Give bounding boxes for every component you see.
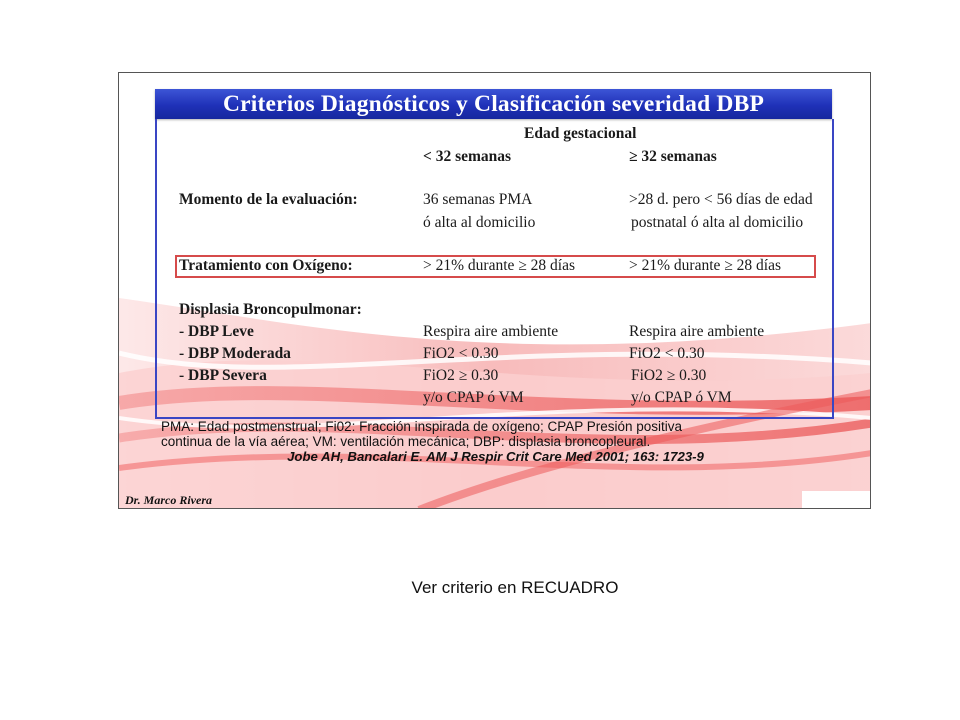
row-severa-label: - DBP Severa (179, 367, 267, 384)
row-moderada-label: - DBP Moderada (179, 345, 291, 362)
row-momento-label: Momento de la evaluación: (179, 191, 358, 208)
caption: Ver criterio en RECUADRO (411, 578, 619, 597)
row-leve-col1: Respira aire ambiente (423, 323, 559, 340)
author-name: Dr. Marco Rivera (125, 493, 212, 507)
row-tratamiento-col2: > 21% durante ≥ 28 días (629, 257, 781, 274)
row-moderada-col2: FiO2 < 0.30 (629, 345, 705, 362)
citation: Jobe AH, Bancalari E. AM J Respir Crit Care Med 2001; 163: 1723-9 (287, 449, 704, 464)
header-col1: < 32 semanas (423, 148, 512, 165)
row-leve-label: - DBP Leve (179, 323, 254, 340)
footnote-line1: PMA: Edad postmenstrual; Fi02: Fracción inspirada de oxígeno; CPAP Presión positiva (161, 419, 683, 434)
row-momento-col1-line2: ó alta al domicilio (423, 214, 536, 231)
row-severa-col2: FiO2 ≥ 0.30 (631, 367, 707, 384)
row-displasia-label: Displasia Broncopulmonar: (179, 301, 362, 318)
header-col2: ≥ 32 semanas (629, 148, 717, 165)
row-tratamiento-col1: > 21% durante ≥ 28 días (423, 257, 575, 274)
row-momento-col2-line1: >28 d. pero < 56 días de edad (629, 191, 813, 208)
slide-title: Criterios Diagnósticos y Clasificación severidad DBP (155, 89, 832, 119)
row-momento-col1-line1: 36 semanas PMA (423, 191, 533, 208)
footnote-line2: continua de la vía aérea; VM: ventilación mecánica; DBP: displasia broncopleural. (161, 434, 651, 449)
row-tratamiento-label: Tratamiento con Oxígeno: (179, 257, 353, 274)
row-moderada-col1: FiO2 < 0.30 (423, 345, 499, 362)
slide-image (118, 72, 871, 509)
row-severa-col2-extra: y/o CPAP ó VM (631, 389, 732, 406)
row-severa-col1-extra: y/o CPAP ó VM (423, 389, 524, 406)
row-severa-col1: FiO2 ≥ 0.30 (423, 367, 499, 384)
header-group-label: Edad gestacional (524, 125, 637, 142)
row-leve-col2: Respira aire ambiente (629, 323, 765, 340)
footnote (161, 419, 841, 449)
corner-patch (802, 491, 871, 509)
row-momento-col2-line2: postnatal ó alta al domicilio (631, 214, 804, 231)
